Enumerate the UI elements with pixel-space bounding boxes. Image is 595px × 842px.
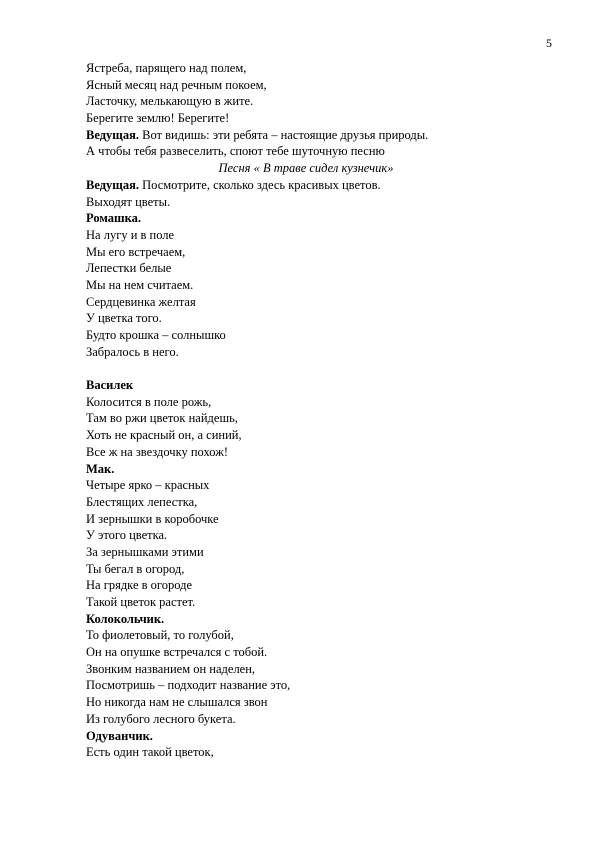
text-line: Мы на нем считаем. <box>86 277 194 292</box>
section-heading: Колокольчик. <box>86 611 165 626</box>
section-heading: Мак. <box>86 461 115 476</box>
text-line: Будто крошка – солнышко <box>86 328 226 342</box>
document-body <box>86 60 526 761</box>
text-line: Сердцевинка желтая <box>86 294 196 309</box>
text-line: Колосится в поле рожь, <box>86 394 212 409</box>
text-line: Есть один такой цветок, <box>86 745 214 760</box>
text-line: Блестящих лепестка, <box>86 494 198 509</box>
text-line: На грядке в огороде <box>86 578 193 593</box>
text-line: Из голубого лесного букета. <box>86 711 236 726</box>
section-heading: Ромашка. <box>86 211 141 226</box>
text-line: Берегите землю! Берегите! <box>86 111 230 126</box>
text-line: Выходят цветы. <box>86 194 171 209</box>
text-line: Лепестки белые <box>86 261 172 276</box>
text-line: Хоть не красный он, а синий, <box>86 428 242 443</box>
text-line: Он на опушке встречался с тобой. <box>86 645 268 660</box>
text-line: У цветка того. <box>86 311 162 326</box>
text-line: Забралось в него. <box>86 344 179 359</box>
section-heading: Василек <box>86 378 134 393</box>
blank-line <box>86 360 526 377</box>
text-line: Но никогда нам не слышался звон <box>86 695 268 710</box>
speaker-label: Ведущая. <box>86 127 139 142</box>
song-title: Песня « В траве сидел кузнечик» <box>218 161 394 176</box>
text-line: За зернышками этими <box>86 544 204 559</box>
speaker-line <box>86 127 526 144</box>
text-line: Ястреба, парящего над полем, <box>86 61 247 75</box>
text-line: Четыре ярко – красных <box>86 478 210 493</box>
speaker-label: Ведущая. <box>86 177 139 192</box>
text-line: Все ж на звездочку похож! <box>86 444 228 459</box>
text-line: Ясный месяц над речным покоем, <box>86 77 267 92</box>
text-line: Там во ржи цветок найдешь, <box>86 411 238 426</box>
section-heading: Одуванчик. <box>86 728 153 743</box>
text-line: Посмотришь – подходит название это, <box>86 678 291 693</box>
speaker-text: Посмотрите, сколько здесь красивых цветов. <box>139 177 381 192</box>
text-line: У этого цветка. <box>86 528 168 543</box>
text-line: Мы его встречаем, <box>86 244 186 259</box>
speaker-text: Вот видишь: эти ребята – настоящие друзья природы. <box>139 127 429 142</box>
text-line: Звонким названием он наделен, <box>86 661 256 676</box>
text-line: На лугу и в поле <box>86 227 175 242</box>
page-number: 5 <box>546 36 552 50</box>
speaker-line <box>86 177 526 194</box>
text-line: То фиолетовый, то голубой, <box>86 628 234 643</box>
text-line: Ласточку, мелькающую в жите. <box>86 94 254 109</box>
text-line: И зернышки в коробочке <box>86 511 219 526</box>
text-line: Такой цветок растет. <box>86 595 196 609</box>
text-line: А чтобы тебя развеселить, споют тебе шуточную песню <box>86 144 385 159</box>
text-line: Ты бегал в огород, <box>86 561 185 576</box>
